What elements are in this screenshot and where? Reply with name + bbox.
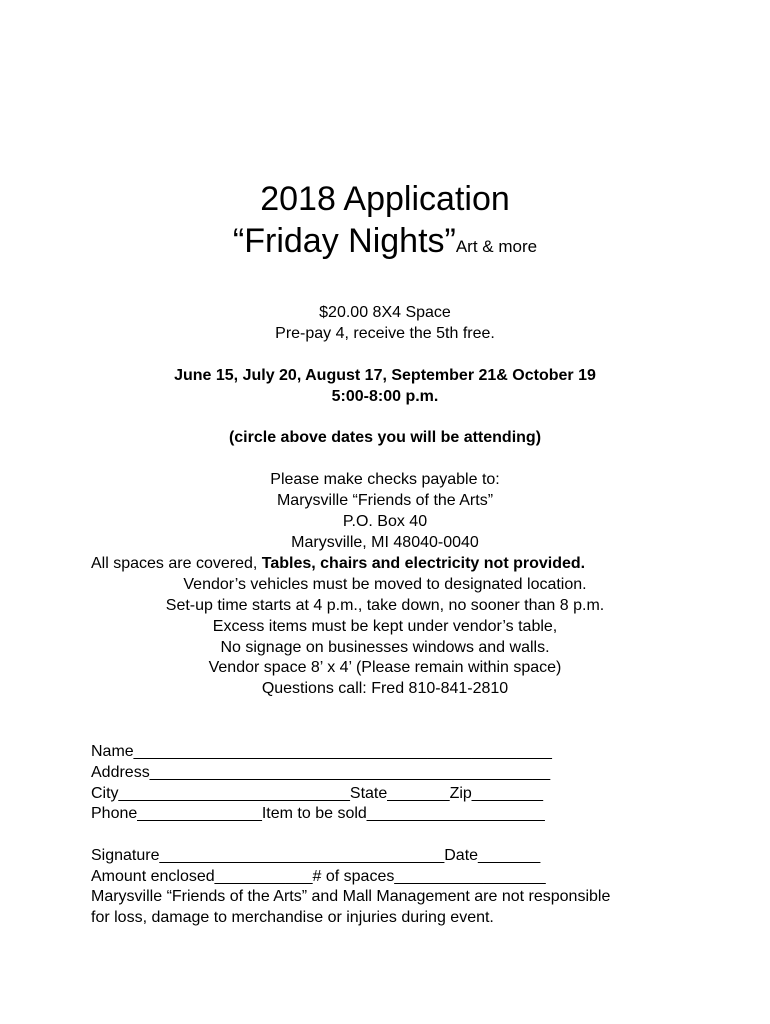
covered-rule: [91, 553, 585, 574]
covered-bold: Tables, chairs and electricity not provided.: [261, 555, 586, 572]
disclaimer-line-2: for loss, damage to merchandise or injuries during event.: [91, 909, 494, 926]
amount-spaces-field[interactable]: Amount enclosed___________# of spaces_________________: [91, 868, 546, 885]
signage-rule: No signage on businesses windows and walls.: [220, 639, 550, 656]
name-field[interactable]: Name_______________________________________________: [91, 743, 552, 760]
covered-prefix: All spaces are covered,: [91, 555, 262, 572]
subtitle-main: “Friday Nights”: [232, 222, 456, 260]
city-address-text: Marysville, MI 48040-0040: [291, 534, 479, 551]
po-box-text: P.O. Box 40: [342, 513, 428, 530]
signature-date-field[interactable]: Signature________________________________Date_______: [91, 847, 541, 864]
circle-instruction: (circle above dates you will be attending): [228, 429, 542, 446]
payee-text: Marysville “Friends of the Arts”: [276, 492, 494, 509]
questions-text: Questions call: Fred 810-841-2810: [261, 680, 509, 697]
disclaimer-line-1: Marysville “Friends of the Arts” and Mall Management are not responsible: [91, 888, 611, 905]
checks-payable-text: Please make checks payable to:: [270, 471, 500, 488]
prepay-text: Pre-pay 4, receive the 5th free.: [275, 325, 495, 342]
subtitle: [0, 222, 770, 260]
space-rule: Vendor space 8’ x 4’ (Please remain within space): [208, 659, 562, 676]
event-time: 5:00-8:00 p.m.: [331, 388, 439, 405]
setup-rule: Set-up time starts at 4 p.m., take down, no sooner than 8 p.m.: [165, 597, 605, 614]
vehicles-rule: Vendor’s vehicles must be moved to designated location.: [183, 576, 587, 593]
excess-rule: Excess items must be kept under vendor’s table,: [212, 618, 558, 635]
price-text: $20.00 8X4 Space: [319, 304, 451, 321]
address-field[interactable]: Address_____________________________________________: [91, 764, 551, 781]
city-state-zip-field[interactable]: City__________________________State_______Zip________: [91, 785, 543, 802]
subtitle-small: Art & more: [455, 237, 538, 256]
page-title: 2018 Application: [260, 180, 510, 218]
phone-item-field[interactable]: Phone______________Item to be sold____________________: [91, 805, 545, 822]
event-dates: June 15, July 20, August 17, September 21& October 19: [174, 367, 596, 384]
